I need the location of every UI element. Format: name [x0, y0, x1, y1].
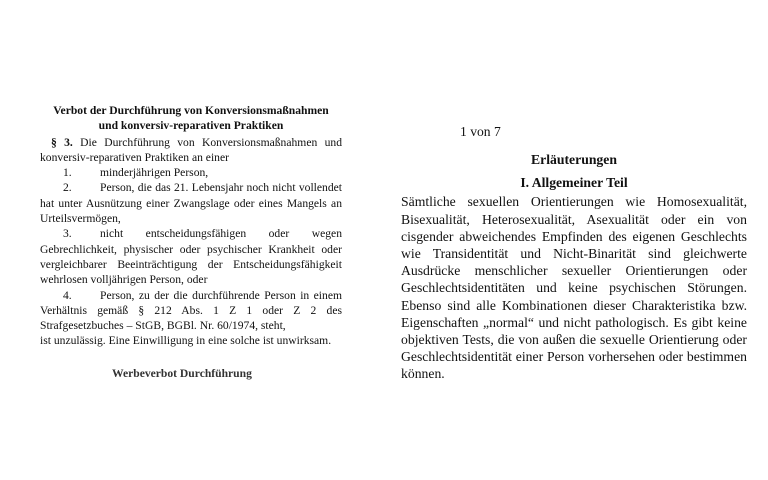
- general-part-heading: I. Allgemeiner Teil: [520, 175, 628, 191]
- explanations-heading: Erläuterungen: [531, 152, 617, 167]
- list-item-number: 1.: [63, 166, 72, 180]
- section-title-line-1: Verbot der Durchführung von Konversionsmaßnahmen: [53, 104, 329, 117]
- page-number: 1 von 7: [460, 124, 501, 139]
- explanations-paragraph: Sämtliche sexuellen Orientierungen wie Homosexualität, Bisexualität, Heterosexualität, Asexualität oder ein von cisgender abweichendes Empfinden des eigenen Geschlechts wie Transidentität und Nicht-Binarität sind gleichwerte Ausdrücke menschlicher sexueller Orientierungen oder Geschlechtsidentitäten und keine psychischen Störungen. Ebenso sind alle Kombinationen dieser Charakteristika bzw. Eigenschaften „normal“ und nicht pathologisch. Es gibt keine objektiven Tests, die von außen die sexuelle Orientierung oder Geschlechtsidentität einer Person vorhersehen oder bestimmen können.: [401, 194, 747, 382]
- cutoff-heading-text: Werbeverbot Durchführung: [112, 367, 252, 380]
- section-mark: § 3.: [51, 135, 73, 149]
- list-item: [40, 226, 342, 287]
- list-item-number: 4.: [63, 288, 72, 302]
- list-item: [40, 288, 342, 334]
- list-item: [40, 180, 342, 226]
- section-title: [40, 103, 342, 134]
- list-item-text: Person, die das 21. Lebensjahr noch nicht vollendet hat unter Ausnützung einer Zwangslage oder eines Mangels an Urteilsvermögen,: [40, 181, 342, 226]
- explanations-block: [401, 151, 747, 383]
- section-title-line-2: und konversiv-reparativen Praktiken: [98, 119, 284, 133]
- section-intro-text: Die Durchführung von Konversionsmaßnahmen und konversiv-reparativen Praktiken an einer: [40, 135, 342, 164]
- law-text-block: [40, 103, 342, 349]
- list-item-number: 2.: [63, 181, 72, 195]
- section-paragraph: [40, 135, 342, 166]
- list-item-text: nicht entscheidungsfähigen oder wegen Gebrechlichkeit, physischer oder psychischer Krankheit oder vergleichbarer Beeinträchtigung der Entscheidungsfähigkeit wehrlosen volljährigen Person, oder: [40, 227, 342, 287]
- cutoff-next-heading: [40, 367, 342, 382]
- section-closing-text: ist unzulässig. Eine Einwilligung in eine solche ist unwirksam.: [40, 334, 332, 348]
- list-item: [40, 165, 342, 180]
- list-item-text: minderjährigen Person,: [100, 166, 209, 180]
- list-item-number: 3.: [63, 227, 72, 241]
- list-item-text: Person, zu der die durchführende Person in einem Verhältnis gemäß § 212 Abs. 1 Z 1 oder Z 2 des Strafgesetzbuches – StGB, BGBl. Nr. 60/1974, steht,: [40, 288, 342, 333]
